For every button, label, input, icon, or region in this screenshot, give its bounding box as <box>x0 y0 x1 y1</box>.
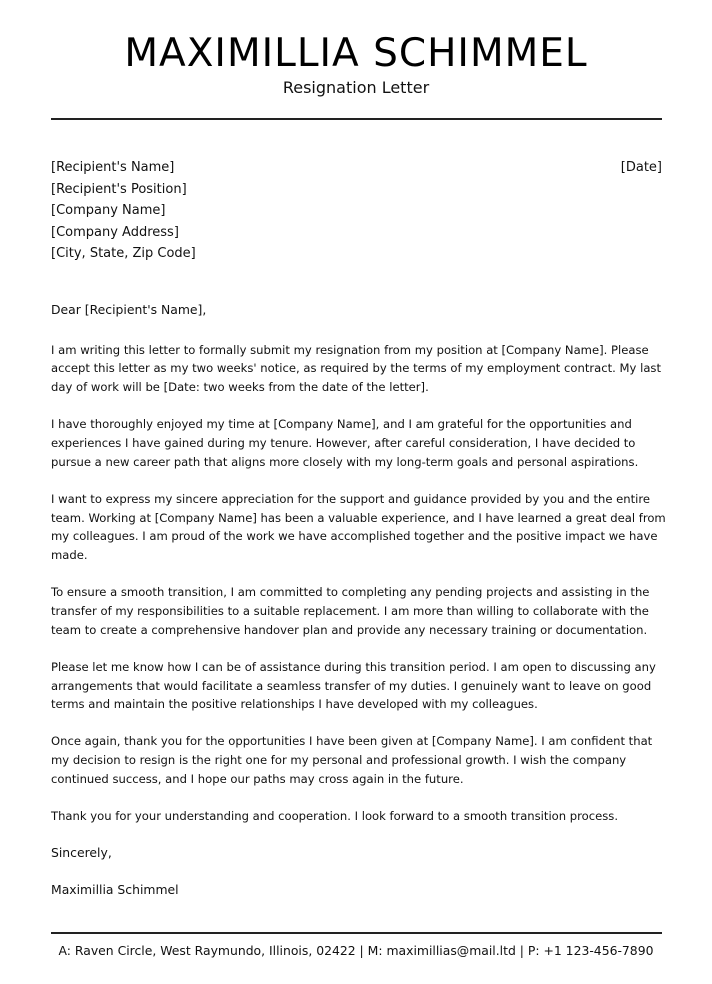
signature-name: Maximillia Schimmel <box>51 881 179 897</box>
letter-date: [Date] <box>620 160 662 175</box>
footer-contact: A: Raven Circle, West Raymundo, Illinois, 02422 | M: maximillias@mail.ltd | P: +1 123-456-7890 <box>58 943 654 958</box>
paragraph-2: I have thoroughly enjoyed my time at [Company Name], and I am grateful for the opportunities and experiences I have gained during my tenure. However, after careful consideration, I have decided to pursue a new career path that aligns more closely with my long-term goals and personal aspirations. <box>51 417 639 469</box>
paragraph-4: To ensure a smooth transition, I am committed to completing any pending projects and assisting in the transfer of my responsibilities to a suitable replacement. I am more than willing to collaborate with the team to create a comprehensive handover plan and provide any necessary training or documentation. <box>51 585 650 637</box>
salutation: Dear [Recipient's Name], <box>51 302 207 317</box>
paragraph-1: I am writing this letter to formally submit my resignation from my position at [Company Name]. Please accept this letter as my two weeks' notice, as required by the terms of my employment contract. My last day of work will be [Date: two weeks from the date of the letter]. <box>51 342 662 395</box>
recipient-block <box>51 157 196 265</box>
paragraph-3: I want to express my sincere appreciation for the support and guidance provided by you and the entire team. Working at [Company Name] has been a valuable experience, and I have learned a great deal from my colleagues. I am proud of the work we have accomplished together and the positive impact we have made. <box>51 491 666 563</box>
recipient-position: [Recipient's Position] <box>51 181 187 197</box>
sender-name: MAXIMILLIA SCHIMMEL <box>124 31 588 76</box>
document-title: Resignation Letter <box>282 78 430 97</box>
letter-body <box>51 301 666 900</box>
recipient-name: [Recipient's Name] <box>51 160 175 175</box>
closing: Sincerely, <box>51 845 112 861</box>
footer-divider <box>51 932 662 934</box>
recipient-city-state-zip: [City, State, Zip Code] <box>51 246 196 261</box>
recipient-address: [Company Address] <box>51 224 179 240</box>
paragraph-7: Thank you for your understanding and cooperation. I look forward to a smooth transition process. <box>51 809 619 824</box>
recipient-company: [Company Name] <box>51 203 166 218</box>
paragraph-6: Once again, thank you for the opportunities I have been given at [Company Name]. I am confident that my decision to resign is the right one for my personal and professional growth. I wish the company continued success, and I hope our paths may cross again in the future. <box>51 734 653 786</box>
header-divider <box>51 118 662 120</box>
paragraph-5: Please let me know how I can be of assistance during this transition period. I am open to discussing any arrangements that would facilitate a seamless transfer of my duties. I genuinely want to leave on good terms and maintain the positive relationships I have developed with my colleagues. <box>51 659 656 712</box>
